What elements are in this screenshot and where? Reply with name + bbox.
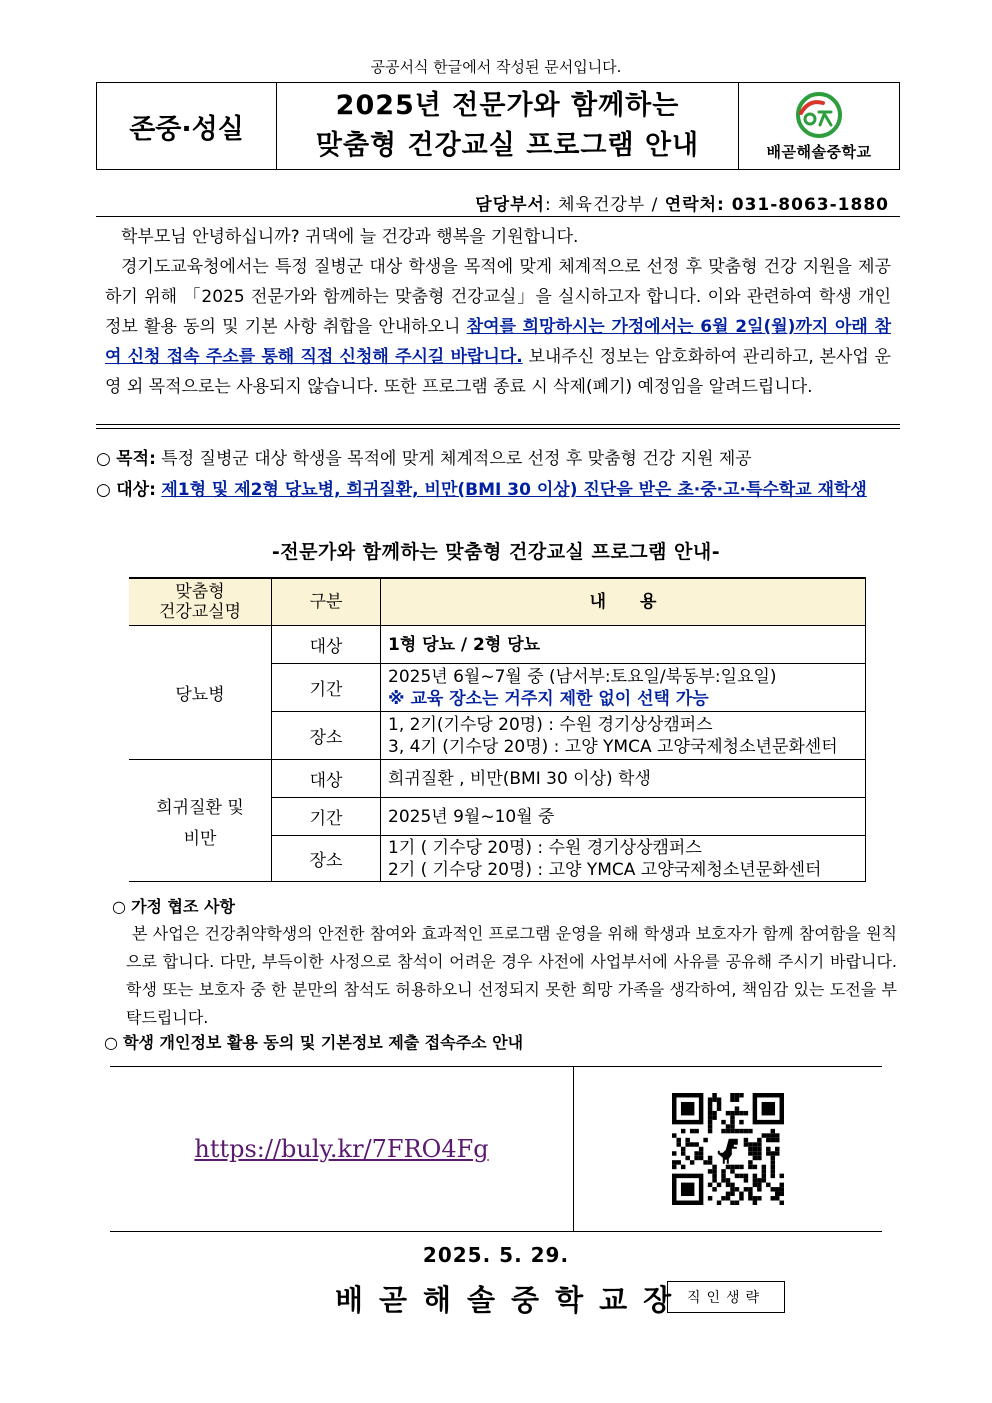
contact-line <box>475 190 889 215</box>
qr-code-icon[interactable] <box>650 1093 806 1205</box>
cooperation-title: ○ 가정 협조 사항 <box>112 897 235 916</box>
header-program-name: 맞춤형 건강교실명 <box>129 578 272 626</box>
public-form-notice: 공공서식 한글에서 작성된 문서입니다. <box>370 58 622 76</box>
category-period: 기간 <box>272 664 381 712</box>
school-motto: 존중·성실 <box>97 83 277 169</box>
diabetes-target: 1형 당뇨 / 2형 당뇨 <box>381 626 866 664</box>
divider <box>96 216 900 217</box>
intro-highlight: 참여를 희망하시는 가정에서는 6월 2일(월)까지 아래 참여 신청 접속 주소를 통해 직접 신청해 주시길 바랍니다. <box>105 317 891 367</box>
table-row <box>129 760 866 798</box>
target-text: 제1형 및 제2형 당뇨병, 희귀질환, 비만(BMI 30 이상) 진단을 받은 초·중·고·특수학교 재학생 <box>161 480 867 500</box>
phone-label: 연락처 <box>664 195 718 215</box>
qr-cell <box>574 1067 882 1231</box>
school-logo-icon <box>789 91 849 139</box>
header-content: 내 용 <box>381 578 866 626</box>
intro-paragraph <box>105 252 891 402</box>
submission-title: ○ 학생 개인정보 활용 동의 및 기본정보 제출 접속주소 안내 <box>104 1033 524 1052</box>
document-title-line1: 2025년 전문가와 함께하는 <box>335 90 680 121</box>
purpose-label: 목적: <box>116 449 156 469</box>
phone-value: : 031-8063-1880 <box>717 195 889 215</box>
category-place: 장소 <box>272 712 381 760</box>
school-logo <box>739 83 899 169</box>
location-note: ※ 교육 장소는 거주지 제한 없이 선택 가능 <box>388 688 709 709</box>
intro-text-2: 보내주신 정보는 암호화하여 관리하고, 본사업 운영 외 목적으로는 사용되지 않습니다. 또한 프로그램 종료 시 삭제(폐기) 예정임을 알려드립니다. <box>105 347 891 397</box>
document-title <box>277 83 739 169</box>
submission-box <box>110 1066 882 1232</box>
cooperation-text: 본 사업은 건강취약학생의 안전한 참여와 효과적인 프로그램 운영을 위해 학생과 보호자가 함께 참여함을 원칙으로 합니다. 다만, 부득이한 사정으로 참석이 어려운 경우 사전에 사업부서에 사유를 공유해 주시기 바랍니다. 학생 또는 보호자 중 한 분만의 참석도 허용하오니 선정되지 못한 희망 가족을 생각하여, 책임감 있는 도전을 부탁드립니다. <box>126 924 897 1027</box>
rare-place: 1기 ( 기수당 20명) : 수원 경기상상캠퍼스 2기 ( 기수당 20명) : 고양 YMCA 고양국제청소년문화센터 <box>381 836 866 882</box>
program-table <box>129 577 866 882</box>
purpose-text: 특정 질병군 대상 학생을 목적에 맞게 체계적으로 선정 후 맞춤형 건강 지원 제공 <box>155 449 752 469</box>
target-label: 대상: <box>116 480 156 500</box>
target-line <box>96 475 867 505</box>
rare-period: 2025년 9월~10월 중 <box>381 798 866 836</box>
category-target: 대상 <box>272 760 381 798</box>
program-name-diabetes: 당뇨병 <box>129 626 272 760</box>
seal-omitted-box: 직인생략 <box>667 1281 785 1313</box>
table-row <box>129 626 866 664</box>
dept-label: 담당부서 <box>475 195 545 215</box>
intro-text-1: 경기도교육청에서는 특정 질병군 대상 학생을 목적에 맞게 체계적으로 선정 후 맞춤형 건강 지원을 제공하기 위해 「2025 전문가와 함께하는 맞춤형 건강교실」을 실시하고자 합니다. 이와 관련하여 학생 개인정보 활용 동의 및 기본 사항 취합을 안내하오니 <box>105 257 891 337</box>
document-title-line2: 맞춤형 건강교실 프로그램 안내 <box>315 130 700 161</box>
header-category: 구분 <box>272 578 381 626</box>
category-place: 장소 <box>272 836 381 882</box>
greeting: 학부모님 안녕하십니까? 귀댁에 늘 건강과 행복을 기원합니다. <box>121 227 579 247</box>
program-section-title: -전문가와 함께하는 맞춤형 건강교실 프로그램 안내- <box>271 541 721 563</box>
rare-target: 희귀질환 , 비만(BMI 30 이상) 학생 <box>381 760 866 798</box>
submission-link[interactable]: https://buly.kr/7FRO4Fg <box>194 1135 489 1163</box>
issue-date: 2025. 5. 29. <box>422 1243 570 1267</box>
document-header <box>96 82 900 170</box>
url-cell <box>110 1067 574 1231</box>
program-name-rare: 희귀질환 및 비만 <box>129 760 272 882</box>
category-period: 기간 <box>272 798 381 836</box>
purpose-line <box>96 444 752 474</box>
category-target: 대상 <box>272 626 381 664</box>
diabetes-period: 2025년 6월~7월 중 (남서부:토요일/북동부:일요일) ※ 교육 장소는 거주지 제한 없이 선택 가능 <box>381 664 866 712</box>
table-header-row <box>129 578 866 626</box>
double-divider <box>96 424 900 429</box>
diabetes-place: 1, 2기(기수당 20명) : 수원 경기상상캠퍼스 3, 4기 (기수당 20명) : 고양 YMCA 고양국제청소년문화센터 <box>381 712 866 760</box>
purpose-bullet: ○ <box>96 449 111 469</box>
target-bullet: ○ <box>96 480 111 500</box>
dept-value: : 체육건강부 / <box>544 195 665 215</box>
signer-name: 배곧해솔중학교장 <box>335 1283 688 1317</box>
school-logo-text: 배곧해솔중학교 <box>766 142 872 161</box>
